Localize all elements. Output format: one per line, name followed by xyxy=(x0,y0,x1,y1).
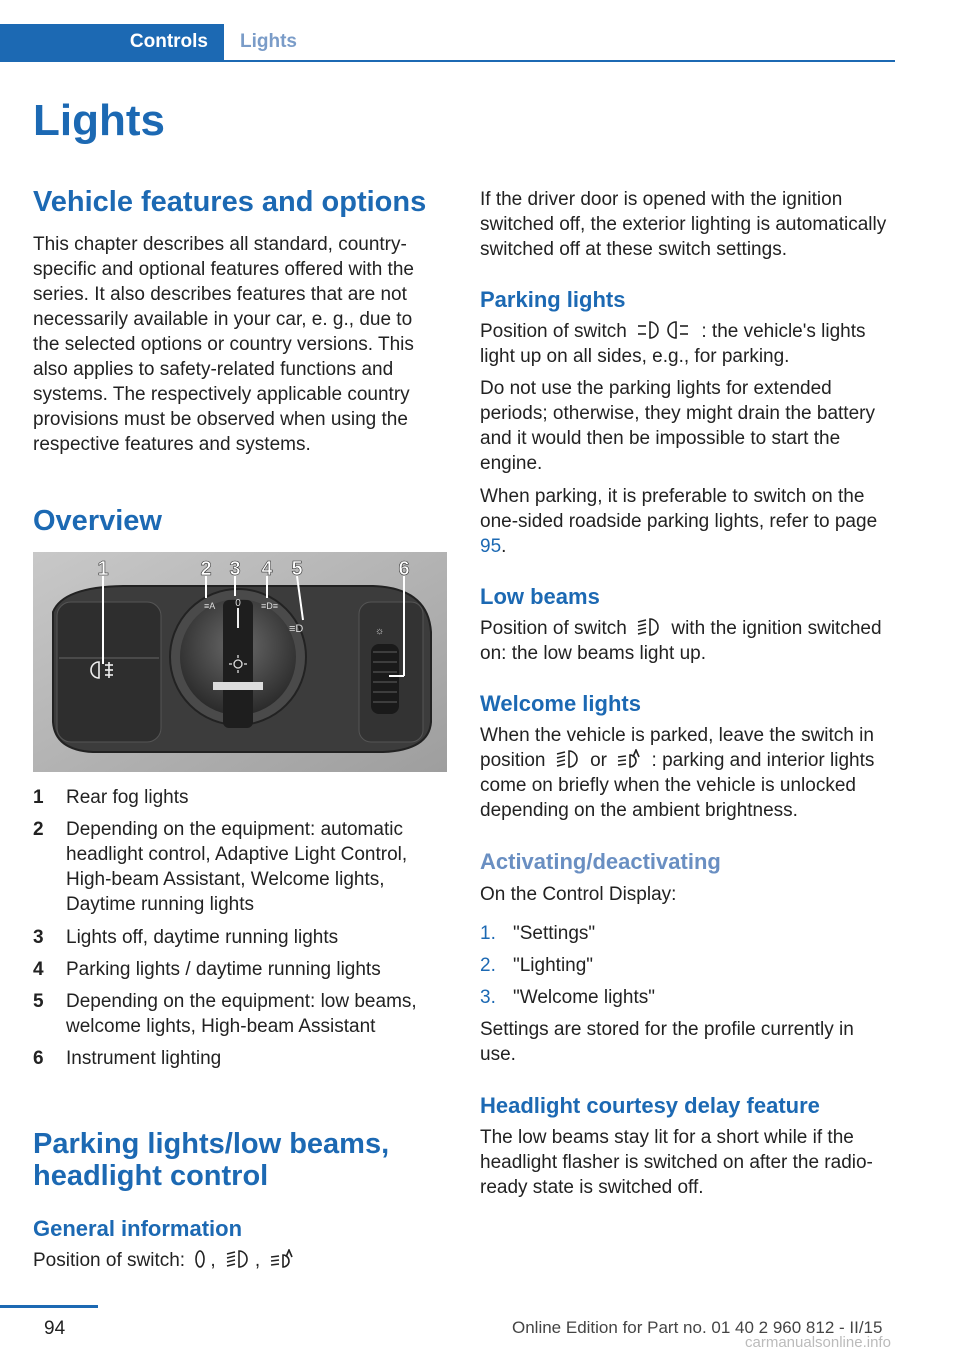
heading-activating-deactivating: Activating/deactivating xyxy=(480,849,721,874)
parking-lights-icon xyxy=(636,320,692,340)
paragraph-parking-lights-1: Position of switch : the vehicle's lights light up on all sides, e.g., for parking. xyxy=(480,321,866,367)
watermark: carmanualsonline.info xyxy=(745,1334,891,1351)
paragraph-switch-positions: Position of switch: , , xyxy=(33,1248,443,1273)
dial-zero-label: 0 xyxy=(235,598,241,609)
callout-1: 1 xyxy=(97,558,109,580)
callout-5: 5 xyxy=(291,558,303,580)
heading-parking-lights: Parking lights xyxy=(480,287,626,312)
paragraph-courtesy-delay: The low beams stay lit for a short while if the headlight flasher is switched on after the radio-ready state is switched off. xyxy=(480,1127,873,1198)
paragraph-driver-door: If the driver door is opened with the ignition switched off, the exterior lighting is automatically switched off at these switch settings. xyxy=(480,189,887,260)
auto-headlight-icon xyxy=(616,749,642,769)
heading-welcome-lights: Welcome lights xyxy=(480,691,641,716)
low-beam-icon xyxy=(225,1249,251,1269)
paragraph-control-display: On the Control Display: xyxy=(480,884,677,905)
svg-text:≡A: ≡A xyxy=(204,601,216,611)
heading-low-beams: Low beams xyxy=(480,584,600,609)
low-beam-icon xyxy=(636,617,662,637)
callout-2: 2 xyxy=(200,558,212,580)
callout-4: 4 xyxy=(261,558,273,580)
low-beam-icon xyxy=(555,749,581,769)
heading-courtesy-delay: Headlight courtesy delay feature xyxy=(480,1093,820,1118)
auto-headlight-icon xyxy=(269,1249,295,1269)
page-title: Lights xyxy=(33,96,165,145)
callout-3: 3 xyxy=(229,558,241,580)
light-switch-panel-image xyxy=(33,552,447,772)
page-link-95[interactable]: 95 xyxy=(480,536,502,557)
paragraph-low-beams: Position of switch with the ignition switched on: the low beams light up. xyxy=(480,618,882,664)
heading-parking-low-beams: Parking lights/low beams, headlight control xyxy=(33,1128,390,1192)
page-number: 94 xyxy=(44,1318,66,1339)
paragraph-vehicle-features: This chapter describes all standard, country-specific and optional features offered with the series. It also describes features that are not necessarily available in your car, e. g., due to the selected options or country versions. This also applies to safety-related functions and systems. The respectively applicable country provisions must be observed when using the respective features and systems. xyxy=(33,234,414,455)
tab-controls[interactable]: Controls xyxy=(0,24,224,60)
footer-edition: Online Edition for Part no. 01 40 2 960 812 - II/15 xyxy=(512,1318,883,1337)
paragraph-parking-lights-3: When parking, it is preferable to switch on the one-sided roadside parking lights, refer to page 95. xyxy=(480,486,878,557)
paragraph-settings-stored: Settings are stored for the profile currently in use. xyxy=(480,1019,854,1065)
zero-position-icon xyxy=(194,1249,206,1269)
svg-text:☼: ☼ xyxy=(375,626,385,637)
heading-vehicle-features: Vehicle features and options xyxy=(33,186,427,218)
footer-rule xyxy=(0,1305,98,1308)
callout-6: 6 xyxy=(398,558,410,580)
paragraph-parking-lights-2: Do not use the parking lights for extended periods; otherwise, they might drain the battery and it would then be impossible to start the engine. xyxy=(480,378,875,474)
tab-lights[interactable]: Lights xyxy=(240,31,297,52)
svg-text:≡D≡: ≡D≡ xyxy=(261,601,279,611)
heading-general-information: General information xyxy=(33,1216,243,1241)
heading-overview: Overview xyxy=(33,505,162,537)
header-tabbar xyxy=(0,0,895,62)
paragraph-welcome-lights: When the vehicle is parked, leave the switch in position or : parking and interior lights come on briefly when the vehicle is unlocked depending on the ambient brightness. xyxy=(480,725,875,821)
svg-text:≡D: ≡D xyxy=(289,623,304,635)
